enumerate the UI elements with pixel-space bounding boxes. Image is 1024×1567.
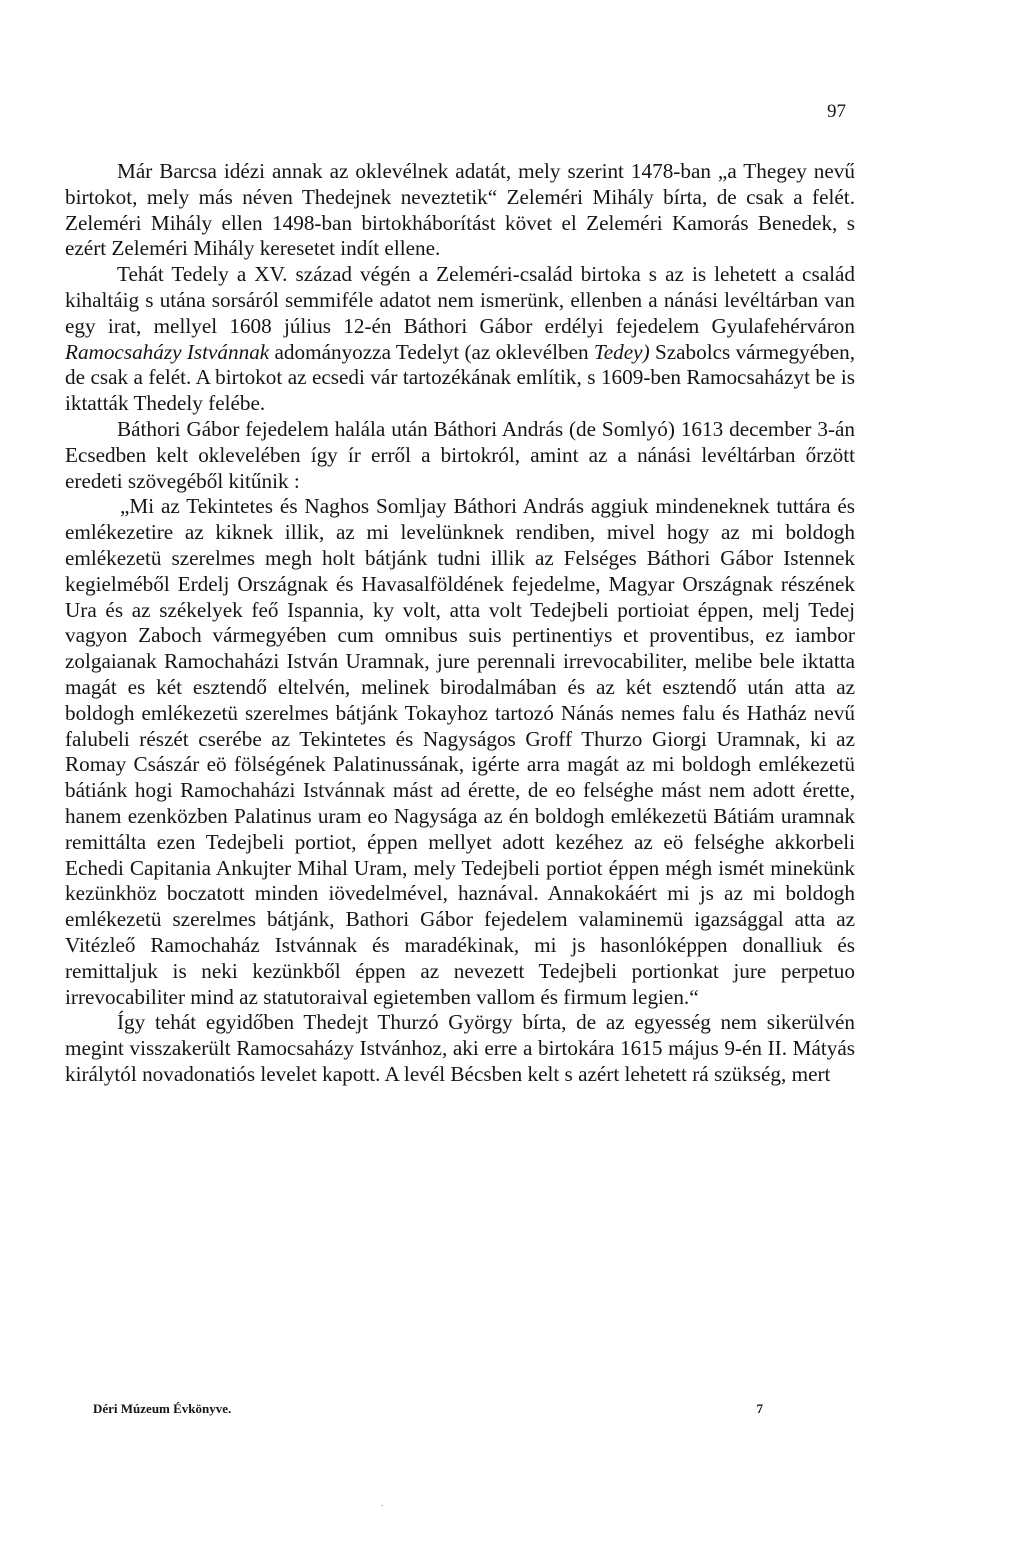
text-run: Báthori Gábor fejedelem halála után Báthori András (de Somlyó) 1613 december 3-án Ecsedben kelt oklevelében így ír erről a birtokról, amint az a nánási levéltárban őrzött eredeti szövegéből kitűnik : <box>65 416 855 493</box>
paragraph <box>65 159 855 262</box>
paragraph <box>65 1010 855 1087</box>
footer-publication: Déri Múzeum Évkönyve. <box>93 1401 232 1416</box>
text-run: Tehát Tedely a XV. század végén a Zeleméri-család birtoka s az is lehetett a család kihaltáig s utána sorsáról semmiféle adatot nem ismerünk, ellenben a nánási levéltárban van egy irat, mellyel 1608 július 12-én Báthori Gábor erdélyi fejedelem Gyulafehérváron <box>65 262 855 338</box>
text-run: Így tehát egyidőben Thedejt Thurzó György bírta, de az egyesség nem sikerülvén megint visszakerült Ramocsaházy Istvánhoz, aki erre a birtokára 1615 május 9-én II. Mátyás királytól novadonatiós levelet kapott. A levél Bécsben kelt s azért lehetett rá szükség, mert <box>65 1010 855 1086</box>
body-text <box>65 159 855 1088</box>
italic-text-run: Tedey) <box>593 339 650 364</box>
paragraph <box>65 417 855 494</box>
page-number: 97 <box>827 101 846 122</box>
text-run: Már Barcsa idézi annak az oklevélnek adatát, mely szerint 1478-ban „a Thegey nevű birtokot, mely más néven Thedejnek neveztetik“ Zeleméri Mihály bírta, de csak a felét. Zeleméri Mihály ellen 1498-ban birtokháborítást követ el Zeleméri Kamorás Benedek, s ezért Zeleméri Mihály keresetet indít ellene. <box>65 159 855 261</box>
text-run: „Mi az Tekintetes és Naghos Somljay Báthori András aggiuk mindeneknek tuttára és emlékezetire az kiknek illik, az mi levelünknek rendiben, mivel hogy az mi boldogh emlékezetü szerelmes megh holt bátjánk tudni illik az Felséges Báthori Gábor Istennek kegielméből Erdelj Országnak és Havasalföldének fejedelme, Magyar Országnak részének Ura és az székelyek feő Ispannia, ky volt, atta volt Tedejbeli portioiat éppen, melj Tedej vagyon Zaboch vármegyében cum omnibus suis pertinentiys et proventibus, ez iambor zolgaianak Ramochaházi István Uramnak, jure perennali irrevocabiliter, melibe bele iktatta magát es két esztendő eltelvén, melinek birodalmában és az két esztendő után atta az boldogh emlékezetü szerelmes bátjánk Tokayhoz tartozó Nánás nemes falu és Hatház nevű falubeli részét cserébe az Tekintetes és Nagyságos Groff Thurzo Giorgi Uramnak, ki az Romay Császár eö fölségének Palatinussának, igérte arra magát az mi boldogh emlékezetü bátiánk hogi Ramochaházi Istvánnak mást ad érette, de eo felséghe mást nem adott érette, hanem ezenközben Palatinus uram eo Nagysága az én boldogh emlékezetü Bátiám uramnak remittálta ezen Tedejbeli portiot, éppen mellyet adott kezéhez az eö felséghe akkorbeli Echedi Capitania Ankujter Mihal Uram, mely Tedejbeli portiot éppen mégh ismét minekünk kezünkhöz boczatott minden iövedelmével, haznával. Annakokáért mi js az mi boldogh emlékezetü szerelmes bátjánk, Bathori Gábor fejedelem valaminemü igazsággal atta az Vitézleő Ramochaház Istvánnak és maradékinak, mi js hasonlóképpen donalliuk és remittaljuk is neki kezünkből éppen az nevezett Tedejbeli portionkat jure perpetuo irrevocabiliter mind az statutoraival egietemben vallom és firmum legien.“ <box>65 494 855 1009</box>
quoted-charter-paragraph <box>65 494 855 1010</box>
stray-mark: . <box>381 1498 384 1509</box>
footer-signature-mark: 7 <box>756 1401 763 1416</box>
text-run: adományozza Tedelyt (az oklevélben <box>269 339 594 364</box>
text-run: Szabolcs vármegyében, de csak a felét. A birtokot az ecsedi vár tartozékának említik, s 1609-ben Ramocsaházyt be is iktatták Thedely felébe. <box>65 339 855 416</box>
page-footer <box>93 1401 763 1417</box>
paragraph <box>65 262 855 417</box>
italic-text-run: Ramocsaházy Istvánnak <box>65 339 270 364</box>
